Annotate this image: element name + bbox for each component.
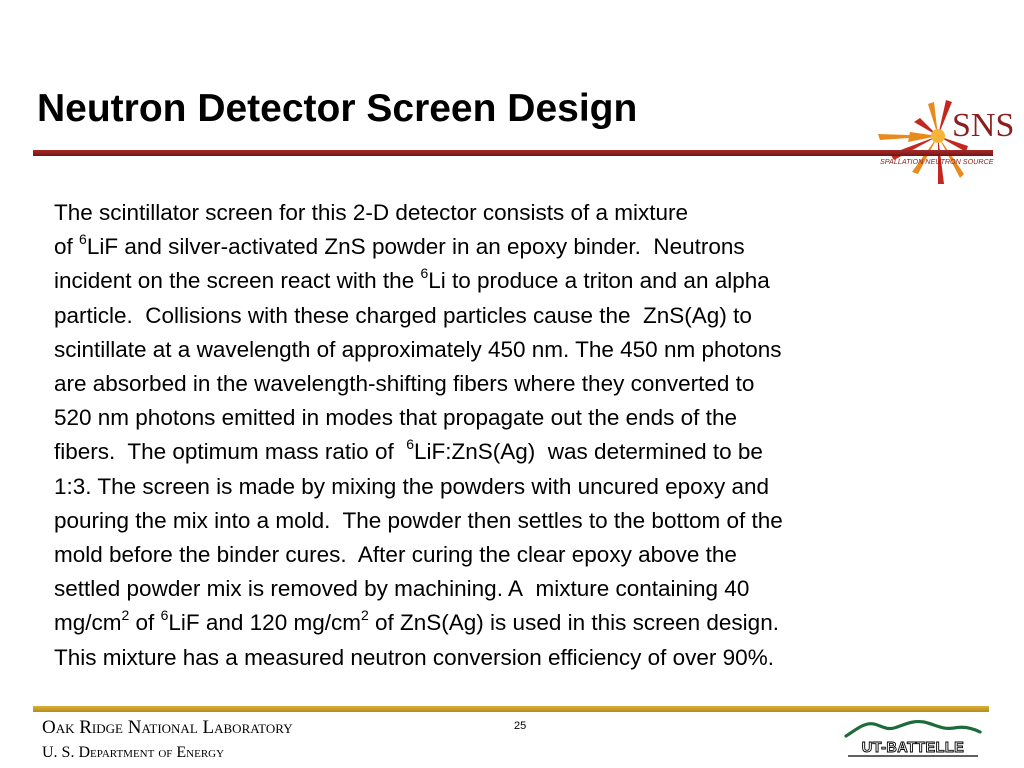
body-line: 1:3. The screen is made by mixing the powders with uncured epoxy and <box>54 473 769 499</box>
body-line: pouring the mix into a mold. The powder then settles to the bottom of the <box>54 507 783 533</box>
body-paragraph <box>54 196 984 675</box>
body-line: mold before the binder cures. After curing the clear epoxy above the <box>54 542 737 568</box>
title-divider <box>33 150 993 156</box>
body-line: scintillate at a wavelength of approximately 450 nm. The 450 nm photons <box>54 336 782 362</box>
body-line: The scintillator screen for this 2-D detector consists of a mixture <box>54 200 688 225</box>
body-line: incident on the screen react with the $^6$Li to produce a triton and an alpha <box>54 264 770 294</box>
body-line: 520 nm photons emitted in modes that propagate out the ends of the <box>54 405 737 431</box>
slide-title: Neutron Detector Screen Design <box>37 87 638 130</box>
ut-battelle-wordmark: UT-BATTELLE <box>861 740 965 756</box>
footer-org <box>42 716 293 764</box>
body-line: settled powder mix is removed by machining. A mixture containing 40 <box>54 576 750 602</box>
body-line: $mg/cm^2$ of $^6$LiF and 120 $mg/cm^2$ of ZnS(Ag) is used in this screen design. <box>54 606 779 636</box>
body-line: This mixture has a measured neutron conversion efficiency of over 90%. <box>54 644 774 670</box>
footer-org-line1: Oak Ridge National Laboratory <box>42 717 293 738</box>
page-number: 25 <box>514 720 527 732</box>
mountain-ridge-logo <box>842 716 984 758</box>
mountain-ridge-icon <box>846 722 980 736</box>
sns-wordmark: SNS <box>952 107 1015 144</box>
sns-tagline: SPALLATION NEUTRON SOURCE <box>880 157 994 166</box>
body-line: particle. Collisions with these charged particles cause the ZnS(Ag) to <box>54 302 752 328</box>
body-line: fibers. The optimum mass ratio of $^6$LiF:ZnS(Ag) was determined to be <box>54 435 763 465</box>
footer-divider <box>33 706 989 712</box>
body-line: are absorbed in the wavelength-shifting fibers where they converted to <box>54 371 755 397</box>
sns-starburst-logo <box>868 92 1015 188</box>
footer-org-line2: U. S. Department of Energy <box>42 744 225 761</box>
body-line: of $^6$LiF and silver-activated ZnS powder in an epoxy binder. Neutrons <box>54 230 745 260</box>
